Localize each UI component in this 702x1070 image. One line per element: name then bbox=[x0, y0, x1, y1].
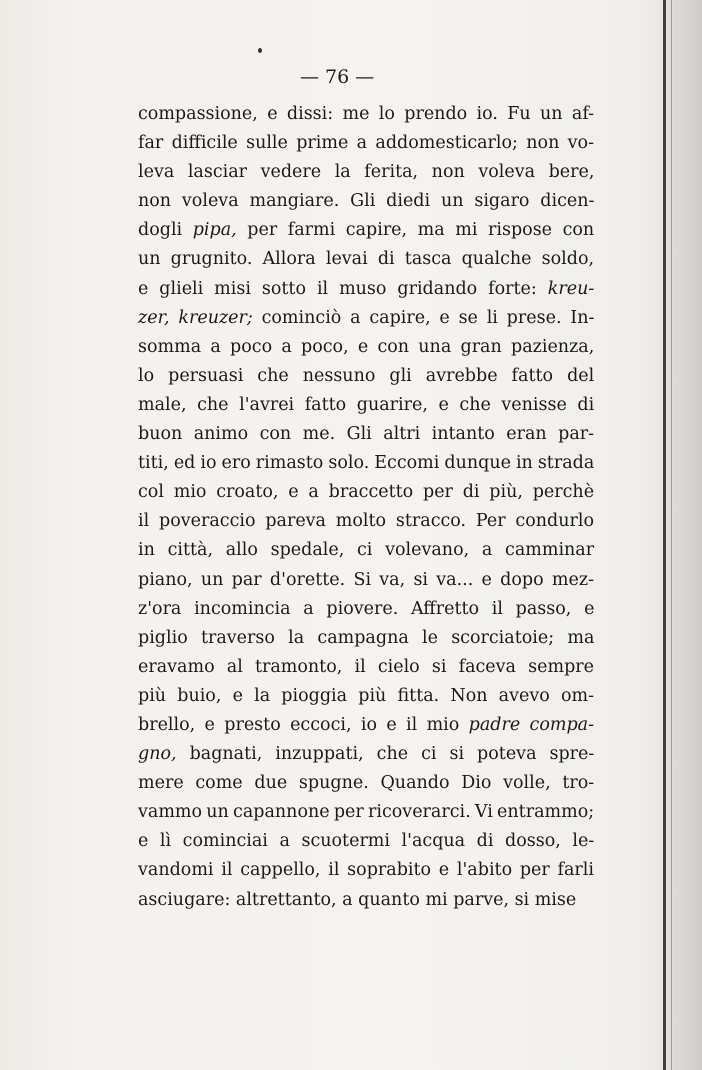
line-text: per farmi capire, ma mi rispose con bbox=[236, 220, 595, 241]
line-text: asciugare: altrettanto, a quanto mi parve, si mise bbox=[138, 889, 577, 910]
line-text: col mio croato, e a braccetto per di più, perchè bbox=[138, 482, 595, 503]
line-text: vandomi il cappello, il soprabito e l'abito per farli bbox=[138, 860, 594, 881]
italic-text: pipa, bbox=[192, 220, 237, 241]
text-line bbox=[138, 216, 594, 245]
binding-edge bbox=[663, 0, 666, 1070]
text-line bbox=[138, 798, 594, 827]
text-line bbox=[138, 100, 594, 129]
text-line bbox=[138, 449, 594, 478]
text-line bbox=[138, 886, 594, 915]
line-text: vammo un capannone per ricoverarci. Vi entrammo; bbox=[138, 802, 595, 823]
text-line bbox=[138, 827, 594, 856]
text-line bbox=[138, 333, 594, 362]
italic-text: kreu- bbox=[547, 278, 595, 299]
text-line bbox=[138, 740, 594, 769]
line-text: somma a poco a poco, e con una gran pazienza, bbox=[138, 336, 595, 357]
text-line bbox=[138, 769, 594, 798]
text-line bbox=[138, 391, 594, 420]
line-text: eravamo al tramonto, il cielo si faceva sempre bbox=[138, 656, 594, 677]
text-line bbox=[138, 595, 594, 624]
italic-text: gno, bbox=[138, 744, 177, 765]
italic-text: zer, kreuzer; bbox=[138, 307, 253, 328]
text-line bbox=[138, 478, 594, 507]
line-text: male, che l'avrei fatto guarire, e che venisse di bbox=[138, 394, 595, 415]
line-text: cominciò a capire, e se li prese. In- bbox=[252, 307, 595, 328]
text-line bbox=[138, 187, 594, 216]
line-text: far difficile sulle prime a addomesticarlo; non vo- bbox=[138, 133, 594, 154]
text-line bbox=[138, 158, 594, 187]
text-line bbox=[138, 624, 594, 653]
line-text: un grugnito. Allora levai di tasca qualche soldo, bbox=[138, 249, 595, 270]
line-text: compassione, e dissi: me lo prendo io. Fu un af- bbox=[138, 104, 595, 124]
line-text: piglio traverso la campagna le scorciatoie; ma bbox=[138, 627, 595, 648]
line-text: titi, ed io ero rimasto solo. Eccomi dunque in strada bbox=[138, 453, 595, 474]
line-text: e lì cominciai a scuotermi l'acqua di dosso, le- bbox=[138, 831, 595, 852]
line-text: buon animo con me. Gli altri intanto eran par- bbox=[138, 424, 595, 445]
text-line bbox=[138, 653, 594, 682]
text-line bbox=[138, 711, 594, 740]
line-text: z'ora incomincia a piovere. Affretto il passo, e bbox=[138, 598, 595, 619]
text-line bbox=[138, 682, 594, 711]
line-text: bagnati, inzuppati, che ci si poteva spre- bbox=[176, 744, 595, 765]
line-text: piano, un par d'orette. Si va, si va... e dopo mez- bbox=[138, 569, 594, 590]
line-text: dogli bbox=[138, 220, 193, 241]
text-line bbox=[138, 536, 594, 565]
ink-speck bbox=[258, 48, 262, 53]
line-text: non voleva mangiare. Gli diedi un sigaro dicen- bbox=[138, 191, 595, 212]
text-line bbox=[138, 304, 594, 333]
line-text: più buio, e la pioggia più fitta. Non avevo om- bbox=[138, 685, 594, 706]
body-text bbox=[138, 100, 594, 915]
line-text: e glieli misi sotto il muso gridando forte: bbox=[138, 278, 548, 299]
text-line bbox=[138, 275, 594, 304]
line-text: in città, allo spedale, ci volevano, a camminar bbox=[138, 540, 595, 561]
text-line bbox=[138, 566, 594, 595]
text-line bbox=[138, 420, 594, 449]
line-text: mere come due spugne. Quando Dio volle, tro- bbox=[138, 773, 595, 794]
line-text: brello, e presto eccoci, io e il mio bbox=[138, 714, 469, 735]
italic-text: padre compa- bbox=[468, 714, 595, 735]
line-text: il poveraccio pareva molto stracco. Per condurlo bbox=[138, 511, 594, 532]
text-line bbox=[138, 856, 594, 885]
text-line bbox=[138, 507, 594, 536]
line-text: leva lasciar vedere la ferita, non voleva bere, bbox=[138, 162, 595, 183]
binding-edge-secondary bbox=[671, 0, 672, 1070]
text-line bbox=[138, 129, 594, 158]
page-number: — 76 — bbox=[300, 66, 375, 88]
line-text: lo persuasi che nessuno gli avrebbe fatto del bbox=[138, 365, 595, 386]
text-line bbox=[138, 362, 594, 391]
text-line bbox=[138, 245, 594, 274]
